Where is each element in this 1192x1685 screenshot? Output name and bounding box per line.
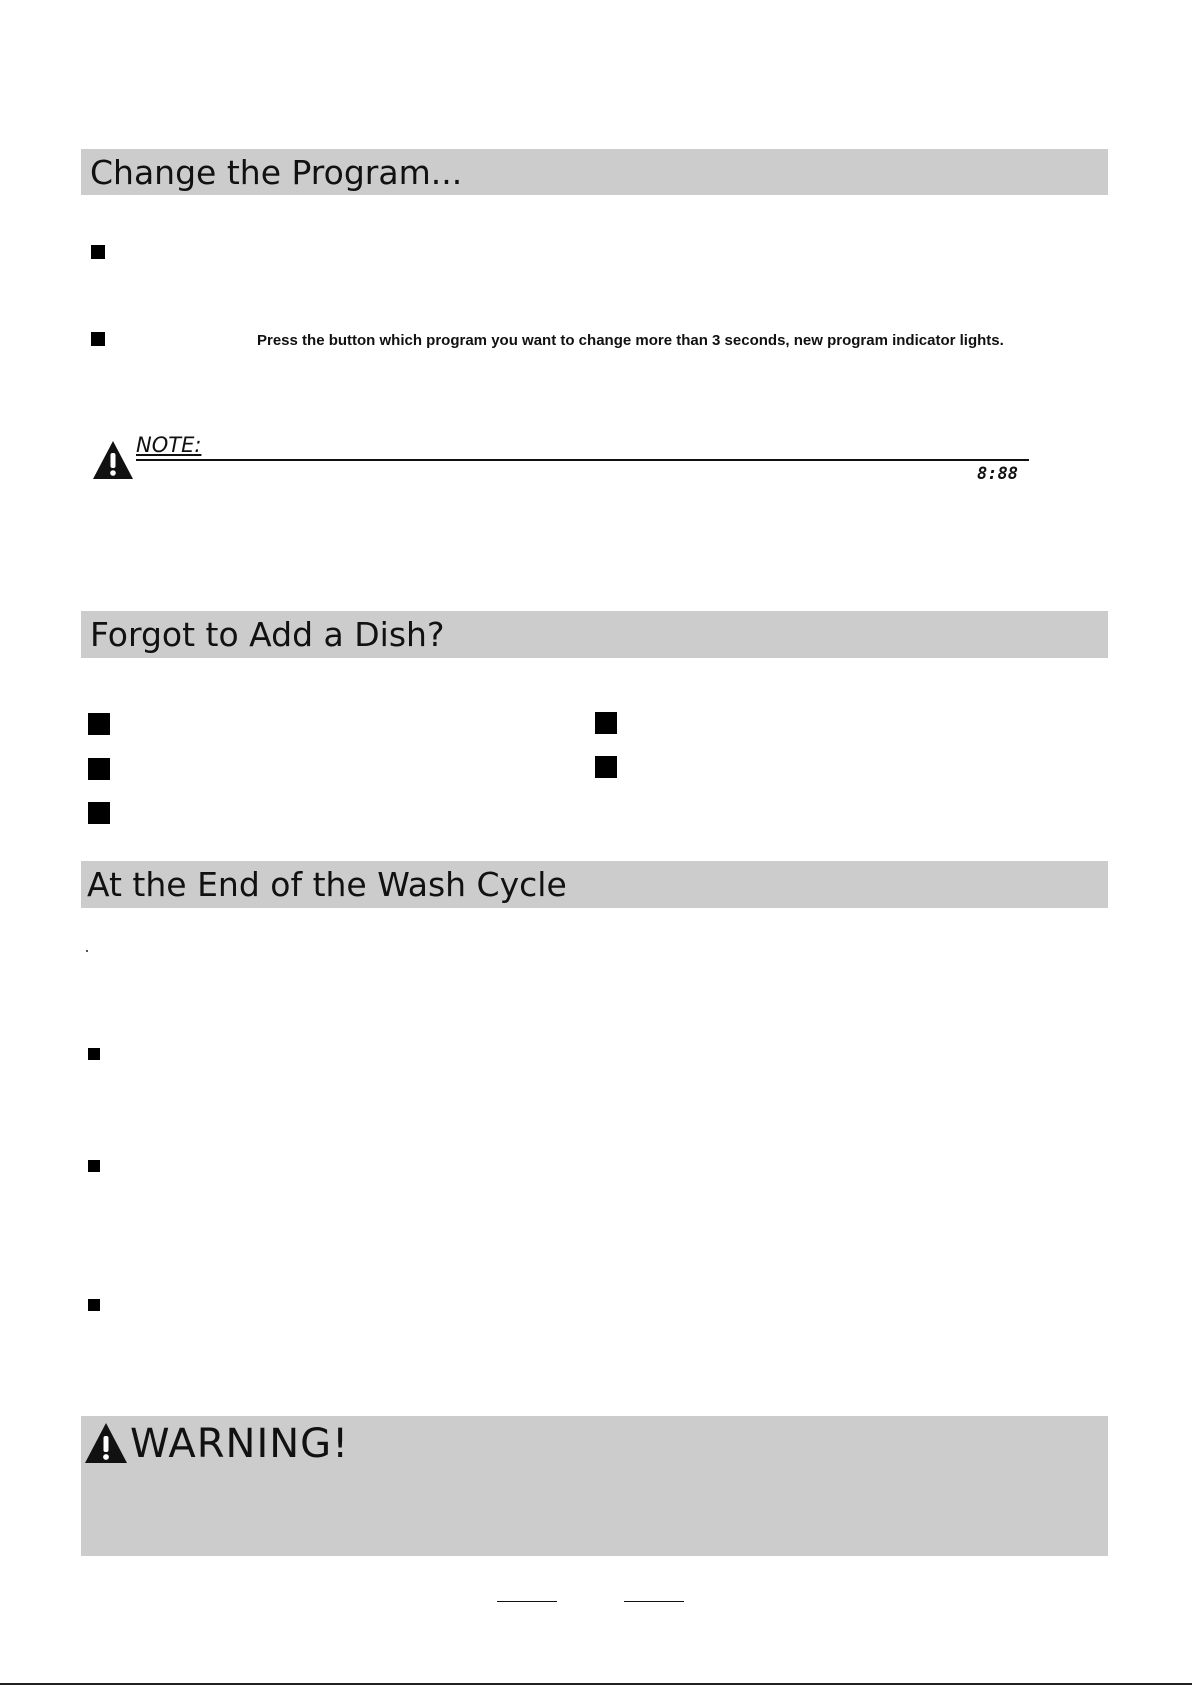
change-program-step-2-text: Press the button which program you want to change more than 3 seconds, new program indicator lights. — [257, 332, 1004, 349]
warning-title: WARNING! — [130, 1421, 350, 1467]
square-bullet-icon — [88, 1299, 100, 1311]
section-header-end-of-cycle — [81, 861, 1108, 908]
footer-line-right — [624, 1601, 684, 1602]
section-header-change-program — [81, 149, 1108, 195]
section-title-end-of-cycle: At the End of the Wash Cycle — [87, 865, 567, 904]
footer-line-left — [497, 1601, 557, 1602]
square-bullet-icon — [88, 802, 110, 824]
section-title-change-program: Change the Program... — [90, 153, 463, 192]
square-bullet-icon — [88, 1160, 100, 1172]
square-bullet-icon — [91, 332, 105, 346]
square-bullet-icon — [91, 245, 105, 259]
square-bullet-icon — [88, 1048, 100, 1060]
square-bullet-icon — [595, 712, 617, 734]
section-title-forgot-dish: Forgot to Add a Dish? — [90, 615, 445, 654]
note-divider — [136, 459, 1029, 461]
square-bullet-icon — [88, 758, 110, 780]
warning-triangle-icon — [84, 1421, 128, 1465]
display-readout: 8:88 — [977, 464, 1018, 484]
section-header-forgot-dish — [81, 611, 1108, 658]
square-bullet-icon — [88, 713, 110, 735]
note-label: NOTE: — [136, 433, 202, 457]
square-bullet-icon — [595, 756, 617, 778]
warning-triangle-icon — [92, 439, 134, 481]
scan-speck — [86, 950, 88, 952]
